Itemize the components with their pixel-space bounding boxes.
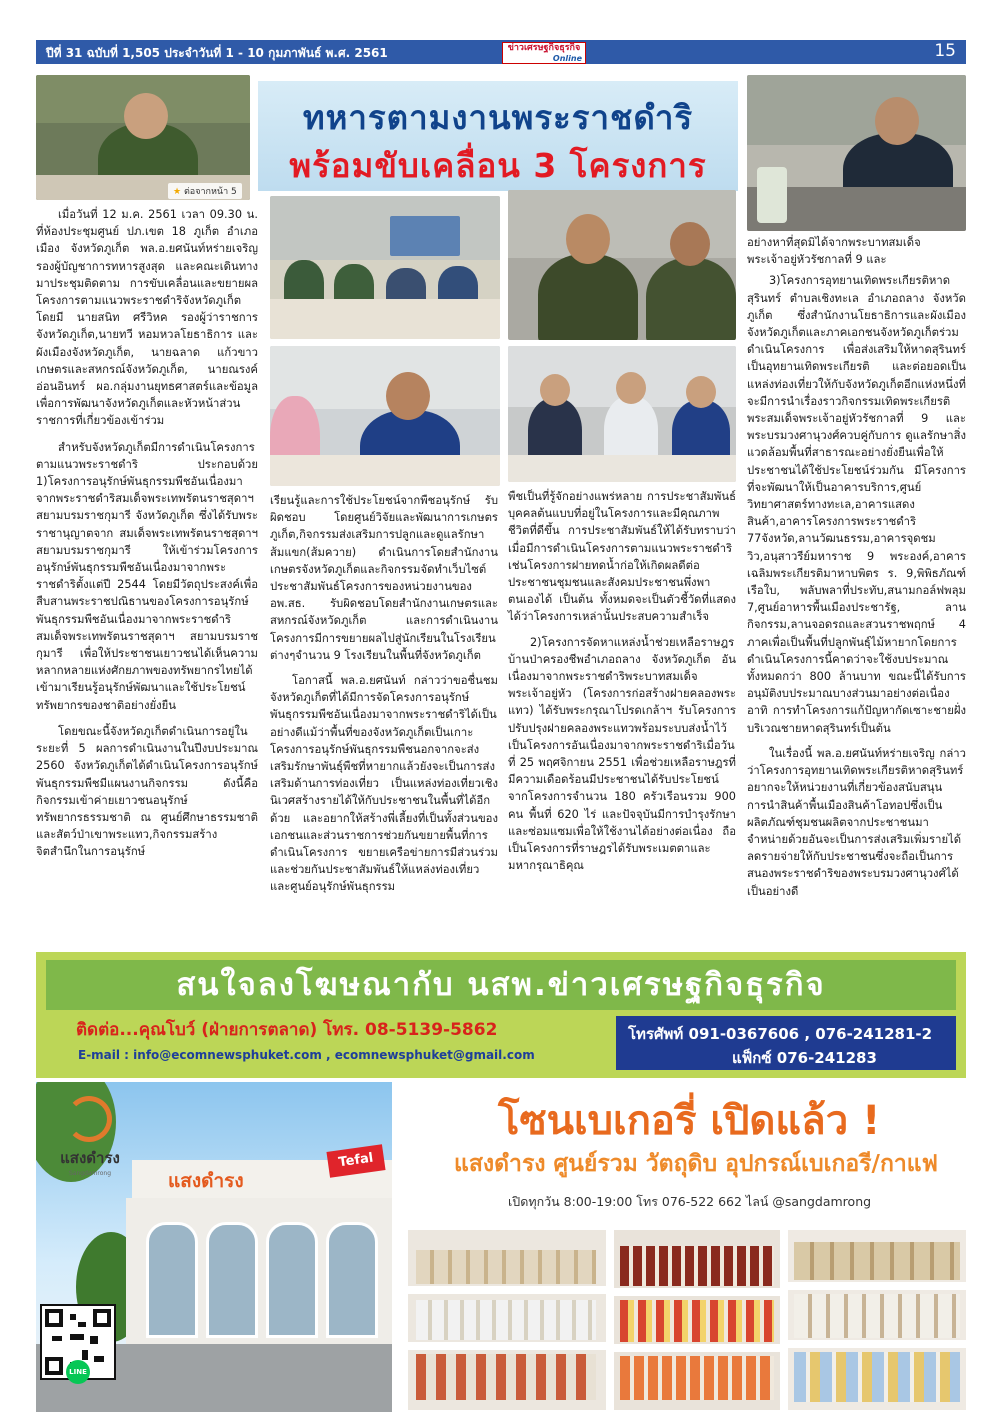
shop-photo-1 — [408, 1230, 606, 1410]
paragraph: 2)โครงการจัดหาแหล่งน้ำช่วยเหลือราษฎรบ้านป่าครองชีพอำเภอถลาง จังหวัดภูเก็ต อันเนื่องมาจากพระราชดำริพระบาทสมเด็จพระเจ้าอยู่หัว (โครงการก่อสร้างฝายคลองพระแทว) ได้รับพระกรุณาโปรดเกล้าฯ รับโครงการปรับปรุงฝายคลองพระแทวพร้อมระบบส่งน้ำไว้เป็นโครงการอันเนื่องมาจากพระราชดำริเมื่อวันที่ 25 พฤศจิกายน 2551 เพื่อช่วยเหลือราษฎรที่มีความเดือดร้อนมีประชาชนได้รับประโยชน์จากโครงการจำนวน 180 ครัวเรือนรวม 900 คน พื้นที่ 620 ไร่ และปัจจุบันมีการบำรุงรักษาและซ่อมแซมเพื่อให้ใช้งานได้อย่างต่อเนื่อง ถือเป็นโครงการที่ราษฎรได้รับพระเมตตาและมหากรุณาธิคุณ — [508, 635, 736, 873]
logo-online: Online — [552, 54, 582, 63]
ad2-hours: เปิดทุกวัน 8:00-19:00 โทร 076-522 662 ไลน์ @sangdamrong — [508, 1194, 872, 1209]
headline-box — [258, 81, 738, 191]
line-app-icon[interactable]: LINE — [66, 1360, 90, 1384]
tefal-sign: Tefal — [326, 1144, 385, 1178]
paragraph: โดยขณะนี้จังหวัดภูเก็ตดำเนินการอยู่ในระยะที่ 5 ผลการดำเนินงานในปีงบประมาณ 2560 จังหวัดภูเก็ตได้ดำเนินโครงการอนุรักษ์พันธุกรรมพืชมีแผนงานกิจกรรม ดังนี้คือ กิจกรรมเข้าค่ายเยาวชนอนุรักษ์ทรัพยากรธรรมชาติ ณ ศูนย์ศึกษาธรรมชาติและสัตว์ป่าเขาพระแทว,กิจกรรมสร้างจิตสำนึกในการอนุรักษ์ — [36, 724, 258, 859]
storefront-photo — [36, 1082, 392, 1412]
paragraph: สำหรับจังหวัดภูเก็ตมีการดำเนินโครงการตามแนวพระราชดำริ ประกอบด้วย 1)โครงการอนุรักษ์พันธุกรรมพืชอันเนื่องมาจากพระราชดำริสมเด็จพระเทพรัตนราชสุดาฯ สยามบรมราชกุมารี จังหวัดภูเก็ต ซึ่งได้รับพระราชานุญาตจาก สมเด็จพระเทพรัตนราชสุดาฯ สยามบรมราชกุมารี ให้เข้าร่วมโครงการอนุรักษ์พันธุกรรมพืชอันเนื่องมาจากพระราชดำริตั้งแต่ปี 2544 โดยมีวัตถุประสงค์เพื่อสืบสานพระราชปณิธานของโครงการอนุรักษ์พันธุกรรมพืชอันเนื่องมาจากพระราชดำริ สมเด็จพระเทพรัตนราชสุดาฯ สยามบรมราชกุมารี เพื่อให้ประชาชนเยาวชนได้เห็นความหลากหลายแห่งศักยภาพของทรัพยากรไทยได้เข้ามาเรียนรู้อนุรักษ์พัฒนาและใช้ประโยชน์ทรัพยากรของชาติอย่างยั่งยืน — [36, 440, 258, 712]
store-sign: แสงดำรง — [168, 1170, 244, 1192]
paragraph: โอกาสนี้ พล.อ.ยศนันท์ กล่าวว่าขอชื่นชมจังหวัดภูเก็ตที่ได้มีการจัดโครงการอนุรักษ์พันธุกรรมพืชอันเนื่องมาจากพระราชดำริได้เป็นอย่างดีแม้ว่าพื้นที่ของจังหวัดภูเก็ตเป็นเกาะ โครงการอนุรักษ์พันธุกรรมพืชนอกจากจะส่งเสริมรักษาพันธุ์พืชที่หายากแล้วยังจะเป็นการส่งเสริมด้านการท่องเที่ยว เป็นแหล่งท่องเที่ยวเชิงนิเวศสร้างรายได้ให้กับประชาชนในพื้นที่ได้อีกด้วย และอยากให้สร้างพี่เลี้ยงที่เป็นทั้งส่วนของเอกชนและส่วนราชการช่วยกันขยายพื้นที่การดำเนินโครงการ ขยายเครือข่ายการมีส่วนร่วมและช่วยกันประชาสัมพันธ์ให้แหล่งท่องเที่ยวและศูนย์อนุรักษ์พันธุกรรม — [270, 674, 498, 894]
headline-line1: ทหารตามงานพระราชดำริ — [302, 98, 694, 137]
ad-contact: ติดต่อ...คุณโบว์ (ฝ่ายการตลาด) โทร. 08-5139-5862 — [76, 1020, 498, 1040]
page-number: 15 — [934, 41, 956, 61]
paragraph: 3)โครงการอุทยานเทิดพระเกียรติหาดสุรินทร์ ตำบลเชิงทะเล อำเภอถลาง จังหวัดภูเก็ต ซึ่งสำนักงานโยธาธิการและผังเมืองจังหวัดภูเก็ตและภาคเอกชนจังหวัดภูเก็ตร่วมดำเนินโครงการ เพื่อส่งเสริมให้หาดสุรินทร์เป็นอุทยานเทิดพระเกียรติ และต่อยอดเป็นแหล่งท่องเที่ยวให้กับจังหวัดภูเก็ตอีกแห่งหนึ่งที่จะมีการนำเรื่องราวกิจกรรมเทิดพระเกียรติพระสมเด็จพระเจ้าอยู่หัวรัชกาลที่ 9 และพระบรมวงศานุวงศ์ควบคู่กับการ ดูแลรักษาสิ่งแวดล้อมพื้นที่สาธารณะอย่างยั่งยืนเพื่อให้ประชาชนได้ใช้ประโยชน์ร่วมกัน มีโครงการที่จะพัฒนาให้เป็นอาคารบริการ,ศูนย์วิทยาศาสตร์ทางทะเล,อาคารแสดงสินค้า,อาคารโครงการพระราชดำริ 77จังหวัด,ลานวัฒนธรรม,อาคารจุดชมวิว,อนุสาวรีย์มหาราช 9 พระองค์,อาคารเฉลิมพระเกียรติมาหาบพิตร ร. 9,พิพิธภัณฑ์เรือใบ, พลับพลาที่ประทับ,สนามกอล์ฟพลุม 7,ศูนย์อาหารพื้นเมืองประชารัฐ, ลานกิจกรรม,ลานจอดรถและสวนราชพฤกษ์ 4 ภาคเพื่อเป็นพื้นที่ปลูกพันธุ์ไม้หายากโดยการดำเนินโครงการนี้คาดว่าจะใช้งบประมาณทั้งหมดกว่า 800 ล้านบาท ขณะนี้ได้รับการอนุมัติงบประมาณบางส่วนมาอย่างต่อเนื่อง อาทิ การทำโครงการแก้ปัญหากัดเซาะชายฝั่งบริเวณชายหาดสุรินทร์เป็นต้น — [747, 274, 966, 735]
issue-info: ปีที่ 31 ฉบับที่ 1,505 ประจำวันที่ 1 - 10 กุมภาพันธ์ พ.ศ. 2561 — [46, 46, 388, 60]
article-column-3 — [508, 488, 736, 874]
paragraph: อย่างหาที่สุดมิได้จากพระบาทสมเด็จพระเจ้าอยู่หัวรัชกาลที่ 9 และ — [747, 236, 921, 267]
star-icon: ★ — [173, 187, 182, 197]
photo-officials-blue — [270, 346, 500, 486]
article-column-2 — [270, 492, 498, 896]
ad-newspaper — [36, 952, 966, 1078]
ad-title: สนใจลงโฆษณากับ นสพ.ข่าวเศรษฐกิจธุรกิจ — [46, 960, 956, 1010]
paragraph: พืชเป็นที่รู้จักอย่างแพร่หลาย การประชาสัมพันธ์บุคคลต้นแบบที่อยู่ในโครงการและมีคุณภาพชีวิตที่ดีขึ้น การประชาสัมพันธ์ให้ได้รับทราบว่าเมื่อมีการดำเนินโครงการตามแนวพระราชดำริเช่นโครงการฝายทดน้ำก่อให้เกิดผลดีต่อประชาชนชุมชนและสังคมประชาชนพึ่งพาตนเองได้ เป็นต้น ทั้งหมดจะเป็นตัวชี้วัดที่แสดงได้ว่าโครงการเหล่านั้นประสบความสำเร็จ — [508, 490, 736, 624]
photo-discussion — [508, 346, 736, 482]
continued-tag-text: ต่อจากหน้า 5 — [183, 187, 237, 197]
headline-line2: พร้อมขับเคลื่อน 3 โครงการ — [289, 146, 707, 185]
ad2-subtitle: แสงดำรง ศูนย์รวม วัตถุดิบ อุปกรณ์เบเกอรี/กาแฟ — [454, 1151, 938, 1177]
photo-meeting-room — [270, 196, 500, 339]
ad-fax: แฟ็กซ์ 076-241283 — [732, 1049, 877, 1067]
newspaper-logo — [502, 42, 586, 64]
brand-name: แสงดำรง — [60, 1149, 120, 1167]
article-column-4 — [747, 234, 966, 900]
ad-phone: โทรศัพท์ 091-0367606 , 076-241281-2 — [628, 1025, 933, 1043]
sangdamrong-logo — [60, 1096, 120, 1177]
photo-officer — [36, 75, 250, 200]
paragraph: เมื่อวันที่ 12 ม.ค. 2561 เวลา 09.30 น. ที่ห้องประชุมศูนย์ ปภ.เขต 18 ภูเก็ต อำเภอเมือง จังหวัดภูเก็ต พล.อ.ยศนันท์หร่ายเจริญ รองผู้บัญชาการทหารสูงสุด และคณะเดินทางมาประชุมติดตาม การขับเคลื่อนและขยายผลโครงการตามแนวพระราชดำริจังหวัดภูเก็ต โดยมี นายสนิท ศรีวิหค รองผู้ว่าราชการจังหวัดภูเก็ต,นายทวี หอมหวลโยธาธิการ และผังเมืองจังหวัดภูเก็ต, นายฉลาด แก้วขาวเกษตรและสหกรณ์จังหวัดภูเก็ต, นายณรงค์อ่อนอินทร์ ผอ.กลุ่มงานยุทธศาสตร์และข้อมูลเพื่อการพัฒนาจังหวัดภูเก็ตและหัวหน้าส่วนราชการที่เกี่ยวข้องเข้าร่วม — [36, 208, 258, 428]
ad-sangdamrong — [36, 1082, 966, 1412]
photo-official-right — [747, 75, 966, 231]
shop-photo-3 — [788, 1230, 966, 1410]
photo-military-officers — [508, 190, 736, 340]
page-header — [36, 40, 966, 64]
continued-tag — [168, 183, 242, 199]
brand-sub: Sangdamrong — [68, 1170, 112, 1177]
paragraph: ในเรื่องนี้ พล.อ.ยศนันท์หร่ายเจริญ กล่าวว่าโครงการอุทยานเทิดพระเกียรติหาดสุรินทร์อยากจะให้หน่วยงานที่เกี่ยวข้องสนับสนุนการนำสินค้าพื้นเมืองสินค้าโอทอปซึ่งเป็นผลิตภัณฑ์ชุมชนผลิตจากประชาชนมาจำหน่ายด้วยอันจะเป็นการส่งเสริมเพิ่มรายได้ลดรายจ่ายให้กับประชาชนซึ่งจะถือเป็นการสนองพระราชดำริของพระบรมวงศานุวงศ์ได้เป็นอย่างดี — [747, 746, 966, 898]
article-column-1 — [36, 206, 258, 861]
sun-logo-icon — [66, 1096, 112, 1142]
shop-photo-2 — [614, 1230, 780, 1410]
ad2-title: โซนเบเกอรี่ เปิดแล้ว ! — [498, 1098, 881, 1144]
logo-text: ข่าวเศรษฐกิจธุรกิจ — [507, 43, 581, 53]
ad-email[interactable]: E-mail : info@ecomnewsphuket.com , ecomnewsphuket@gmail.com — [78, 1048, 535, 1062]
ad-phone-box — [616, 1016, 956, 1070]
paragraph: เรียนรู้และการใช้ประโยชน์จากพืชอนุรักษ์ รับผิดชอบ โดยศูนย์วิจัยและพัฒนาการเกษตรภูเก็ต,กิจกรรมส่งเสริมการปลูกและดูแลรักษาส้มแขก(ส้มควาย) ดำเนินการโดยสำนักงานเกษตรจังหวัดภูเก็ตและกิจกรรมจัดทำเว็บไซต์ประชาสัมพันธ์โครงการของหน่วยงานของ อพ.สธ. รับผิดชอบโดยสำนักงานเกษตรและสหกรณ์จังหวัดภูเก็ต และการดำเนินงานโครงการมีการขยายผลไปสู่นักเรียนในโรงเรียนต่างๆจำนวน 9 โรงเรียนในพื้นที่จังหวัดภูเก็ต — [270, 494, 498, 662]
